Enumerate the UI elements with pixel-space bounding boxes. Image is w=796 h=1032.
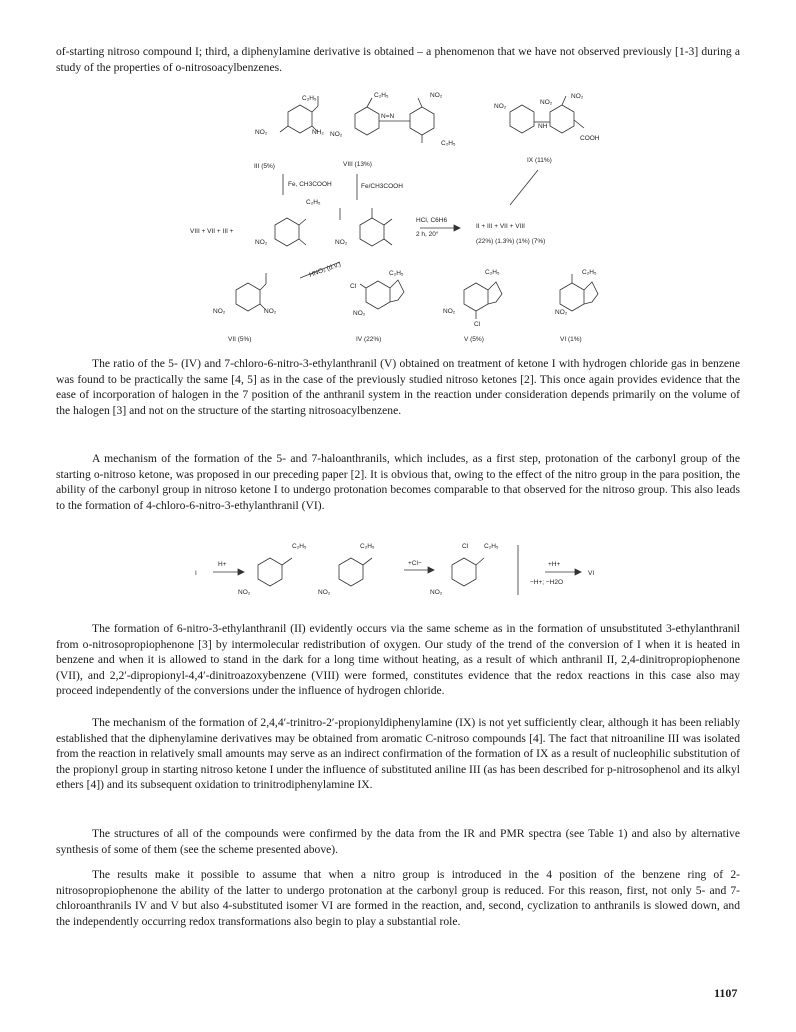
svg-text:Cl: Cl bbox=[350, 283, 357, 290]
svg-text:NO₂: NO₂ bbox=[353, 310, 366, 317]
scheme2-product: VI bbox=[588, 570, 595, 577]
svg-text:NO₂: NO₂ bbox=[571, 93, 584, 100]
reagent-middle: Fe/CH3COOH bbox=[361, 183, 403, 190]
paragraph-6: The results make it possible to assume that when a nitro group is introduced in the 4 position of the benzene ring of 2-nitrosopropiophenone the ability of the latter to undergo protonation at the carbonyl group is reduced. For this reason, first, not only 5- and 7-chloroanthranils IV and V but also 4-substituted isomer VI are formed in the reaction, and, second, cyclization to anthranils is slowed down, and the independently occurring redox transformations also begin to play a substantial role. bbox=[56, 868, 740, 928]
scheme2-start: I bbox=[195, 570, 197, 577]
label-III: III (5%) bbox=[254, 163, 275, 170]
svg-text:NO₂: NO₂ bbox=[430, 92, 443, 99]
label-VI: VI (1%) bbox=[560, 336, 582, 343]
svg-text:NO₂: NO₂ bbox=[555, 309, 568, 316]
paragraph-5: The structures of all of the compounds were confirmed by the data from the IR and PMR spectra (see Table 1) and also by alternative synthesis of some of them (see the scheme presented above). bbox=[56, 827, 740, 856]
paragraph-3: The formation of 6-nitro-3-ethylanthranil (II) evidently occurs via the same scheme as in the formation of unsubstituted 3-ethylanthranil from o-nitrosopropiophenone [3] by intermolecular redistribution of oxygen. Our study of the trend of the conversion of I when it is heated in benzene and when it is allowed to stand in the dark for a long time without heating, as a result of which anthranil II, 2,4-dinitropropiophenone (VII), and 2,2′-dipropionyl-4,4′-dinitroazoxybenzene (VIII) were formed, constitutes evidence that the redox reactions in this case also may proceed independently of the conversions under the influence of hydrogen chloride. bbox=[56, 622, 740, 698]
intro-text: of-starting nitroso compound I; third, a diphenylamine derivative is obtained – a phenomenon that we have not observed previously [1-3] during a study of the properties of o-nitrosoacylbenzenes. bbox=[56, 45, 740, 74]
scheme2-step2: +Cl− bbox=[408, 560, 422, 567]
label-V: V (5%) bbox=[464, 336, 484, 343]
svg-text:NH: NH bbox=[538, 123, 548, 130]
yields-right: (22%) (1.3%) (1%) (7%) bbox=[476, 238, 546, 245]
label-VII: VII (5%) bbox=[228, 336, 252, 343]
reagent-time: 2 h, 20° bbox=[416, 231, 439, 238]
svg-text:NH₂: NH₂ bbox=[312, 129, 324, 136]
svg-text:HNO₂ (d.v.): HNO₂ (d.v.) bbox=[308, 260, 342, 279]
svg-text:C₂H₅: C₂H₅ bbox=[374, 92, 389, 99]
svg-text:NO₂: NO₂ bbox=[264, 308, 277, 315]
svg-text:NO₂: NO₂ bbox=[540, 99, 553, 106]
sum-left: VIII + VII + III + bbox=[190, 228, 234, 235]
paragraph-2: A mechanism of the formation of the 5- and 7-haloanthranils, which includes, as a first step, protonation of the carbonyl group of the starting o-nitroso ketone, was proposed in our preceding paper [2]. It is obvious that, owing to the effect of the nitro group in the para position, the ability of the carbonyl group in nitroso ketone I to undergo protonation becomes comparable to that observed for the nitroso group. This also leads to the formation of 4-chloro-6-nitro-3-ethylanthranil (VI). bbox=[56, 452, 740, 512]
svg-text:NO₂: NO₂ bbox=[318, 589, 331, 596]
sum-right: II + III + VII + VIII bbox=[476, 223, 525, 230]
label-VIII: VIII (13%) bbox=[343, 161, 372, 168]
svg-text:Cl: Cl bbox=[462, 543, 469, 550]
paragraph-1: The ratio of the 5- (IV) and 7-chloro-6-nitro-3-ethylanthranil (V) obtained on treatment of ketone I with hydrogen chloride gas in benzene was found to be practically the same [4, 5] as in the case of the previously studied nitroso ketones [2]. This once again provides evidence that the ease of incorporation of halogen in the 7 position of the anthranil system in the reaction under consideration depends primarily on the volume of the halogen [3] and not on the structure of the starting nitrosoacylbenzene. bbox=[56, 357, 740, 417]
svg-text:NO₂: NO₂ bbox=[443, 308, 456, 315]
svg-text:Cl: Cl bbox=[474, 321, 481, 328]
svg-text:C₂H₅: C₂H₅ bbox=[389, 270, 404, 277]
scheme2-step3: +H+ bbox=[548, 561, 561, 568]
svg-text:NO₂: NO₂ bbox=[255, 129, 268, 136]
svg-text:C₂H₅: C₂H₅ bbox=[302, 95, 317, 102]
reagent-hcl: HCl, C6H6 bbox=[416, 217, 448, 224]
label-IV: IV (22%) bbox=[356, 336, 382, 343]
page-number: 1107 bbox=[714, 986, 738, 1000]
paragraph-4: The mechanism of the formation of 2,4,4′-trinitro-2′-propionyldiphenylamine (IX) is not yet sufficiently clear, although it has been reliably established that the diphenylamine derivatives may be obtained from aromatic C-nitroso compounds [4]. The fact that nitroaniline III was isolated from the reaction in relatively small amounts may serve as an indirect confirmation of the formation of IX as a result of nucleophilic substitution of the propionyl group in starting nitroso ketone I under the influence of substituted aniline III (as has been described for p-nitrosophenol and its alkyl ethers [4]) and its subsequent oxidation to trinitrodiphenylamine IX. bbox=[56, 716, 740, 792]
scheme2-step1: H+ bbox=[218, 561, 227, 568]
svg-text:NO₂: NO₂ bbox=[255, 239, 268, 246]
label-IX: IX (11%) bbox=[527, 157, 552, 164]
svg-text:NO₂: NO₂ bbox=[238, 589, 251, 596]
svg-text:COOH: COOH bbox=[580, 135, 600, 142]
svg-text:NO₂: NO₂ bbox=[494, 103, 507, 110]
svg-text:NO₂: NO₂ bbox=[335, 239, 348, 246]
svg-text:C₂H₅: C₂H₅ bbox=[360, 543, 375, 550]
svg-text:C₂H₅: C₂H₅ bbox=[485, 269, 500, 276]
svg-text:N=N: N=N bbox=[381, 113, 395, 120]
svg-text:NO₂: NO₂ bbox=[330, 131, 343, 138]
svg-text:NO₂: NO₂ bbox=[430, 589, 443, 596]
svg-text:C₂H₅: C₂H₅ bbox=[292, 543, 307, 550]
svg-text:C₂H₅: C₂H₅ bbox=[306, 199, 321, 206]
svg-text:C₂H₅: C₂H₅ bbox=[582, 269, 597, 276]
reagent-left: Fe, CH3COOH bbox=[288, 181, 332, 188]
svg-text:C₂H₅: C₂H₅ bbox=[484, 543, 499, 550]
svg-text:NO₂: NO₂ bbox=[213, 308, 226, 315]
svg-text:C₂H₅: C₂H₅ bbox=[441, 140, 456, 147]
scheme2-step3b: −H+; −H2O bbox=[530, 579, 564, 586]
